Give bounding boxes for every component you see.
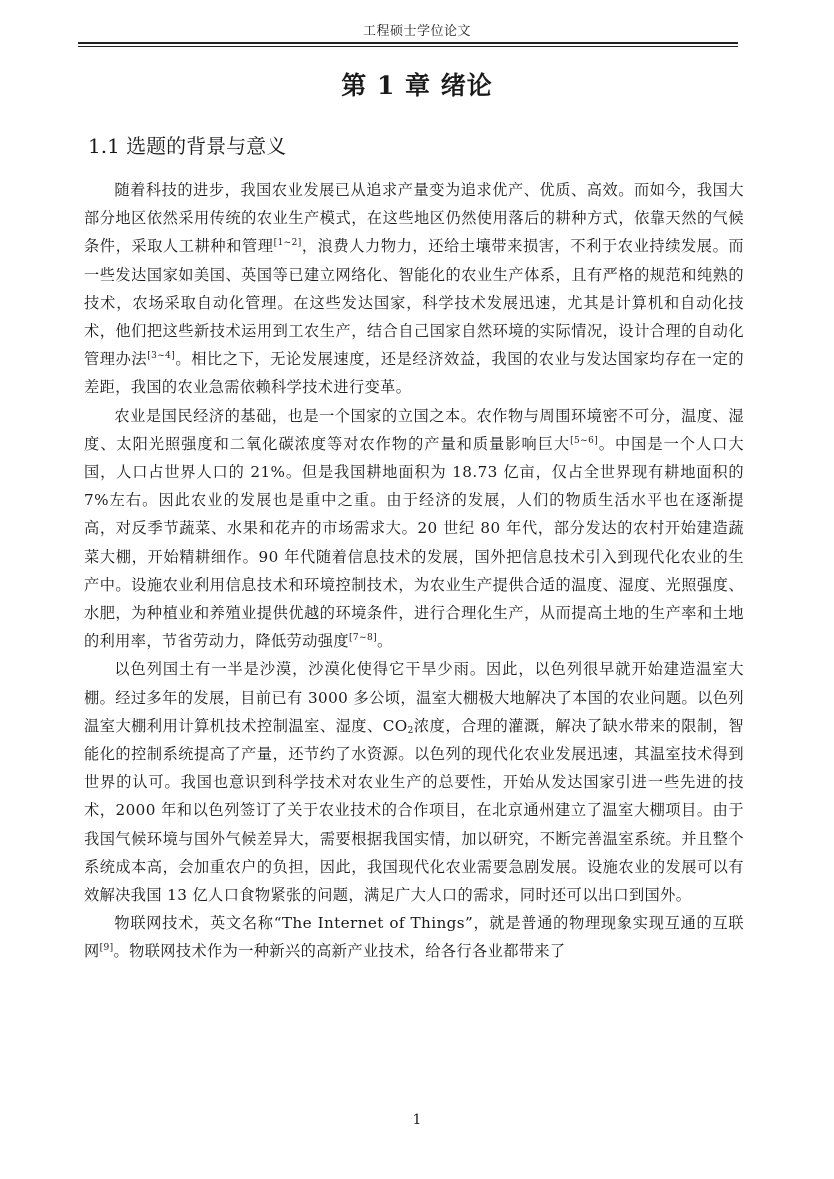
header-rule (78, 42, 738, 44)
paragraph-text: 浓度，合理的灌溉，解决了缺水带来的限制，智能化的控制系统提高了产量，还节约了水资源。以色列的现代化农业发展迅速，其温室技术得到世界的认可。我国也意识到科学技术对农业生产的总要性，开始从发达国家引进一些先进的技术，2000 年和以色列签订了关于农业技术的合作项目，在北京通州建立了温室大棚项目。由于我国气候环境与国外气候差异大，需要根据我国实情，加以研究，不断完善温室系统。并且整个系统成本高，会加重农户的负担，因此，我国现代化农业需要急剧发展。设施农业的发展可以有效解决我国 13 亿人口食物紧张的问题，满足广大人口的需求，同时还可以出口到国外。 (84, 716, 744, 905)
citation: [1~2] (273, 238, 302, 249)
header-rule-thin (78, 46, 738, 47)
body-text (84, 176, 744, 966)
paragraph-text: 。 (377, 632, 393, 651)
chapter-title: 第 1 章 绪论 (341, 71, 493, 100)
paragraph-text: 随着科技的进步，我国农业发展已从追求产量变为追求优产、优质、高效。而如今，我国大部分地区依然采用传统的农业生产模式，在这些地区仍然使用落后的耕种方式，依靠天然的气候条件，采取人工耕种和管理 (84, 181, 744, 256)
paragraph-text: 物联网技术，英文名称“The Internet of Things”，就是普通的物理现象实现互通的互联网 (84, 914, 744, 961)
paragraph-2 (84, 402, 744, 656)
running-header: 工程硕士学位论文 (362, 24, 471, 39)
page-number: 1 (412, 1112, 422, 1128)
paragraph-3 (84, 655, 744, 909)
paragraph-1 (84, 176, 744, 402)
paragraph-text: 农业是国民经济的基础，也是一个国家的立国之本。农作物与周围环境密不可分，温度、湿度、太阳光照强度和二氧化碳浓度等对农作物的产量和质量影响巨大 (84, 406, 744, 453)
paragraph-text: 。相比之下，无论发展速度，还是经济效益，我国的农业与发达国家均存在一定的差距，我国的农业急需依赖科学技术进行变革。 (84, 350, 744, 397)
subscript: 2 (407, 725, 414, 736)
citation: [7~8] (349, 633, 378, 644)
paragraph-text: 。中国是一个人口大国，人口占世界人口的 21%。但是我国耕地面积为 18.73 亿亩，仅占全世界现有耕地面积的 7%左右。因此农业的发展也是重中之重。由于经济的发展，人们的物质生活水平也在逐渐提高，对反季节蔬菜、水果和花卉的市场需求大。20 世纪 80 年代，部分发达的农村开始建造蔬菜大棚，开始精耕细作。90 年代随着信息技术的发展，国外把信息技术引入到现代化农业的生产中。设施农业利用信息技术和环境控制技术，为农业生产提供合适的温度、湿度、光照强度、水肥，为种植业和养殖业提供优越的环境条件，进行合理化生产，从而提高土地的生产率和土地的利用率，节省劳动力，降低劳动强度 (84, 434, 744, 651)
paragraph-text: 。物联网技术作为一种新兴的高新产业技术，给各行各业都带来了 (113, 942, 566, 961)
paragraph-4 (84, 909, 744, 965)
paragraph-text: ，浪费人力物力，还给土壤带来损害，不利于农业持续发展。而一些发达国家如美国、英国等已建立网络化、智能化的农业生产体系，且有严格的规范和纯熟的技术，农场采取自动化管理。在这些发达国家，科学技术发展迅速，尤其是计算机和自动化技术，他们把这些新技术运用到工农生产，结合自己国家自然环境的实际情况，设计合理的自动化管理办法 (84, 237, 744, 369)
citation: [5~6] (570, 435, 599, 446)
citation: [3~4] (147, 351, 176, 362)
citation: [9] (99, 943, 114, 954)
section-title: 1.1 选题的背景与意义 (88, 134, 287, 158)
paragraph-text: 以色列国土有一半是沙漠，沙漠化使得它干旱少雨。因此，以色列很早就开始建造温室大棚。经过多年的发展，目前已有 3000 多公顷，温室大棚极大地解决了本国的农业问题。以色列温室大棚利用计算机技术控制温室、湿度、CO (84, 660, 744, 735)
